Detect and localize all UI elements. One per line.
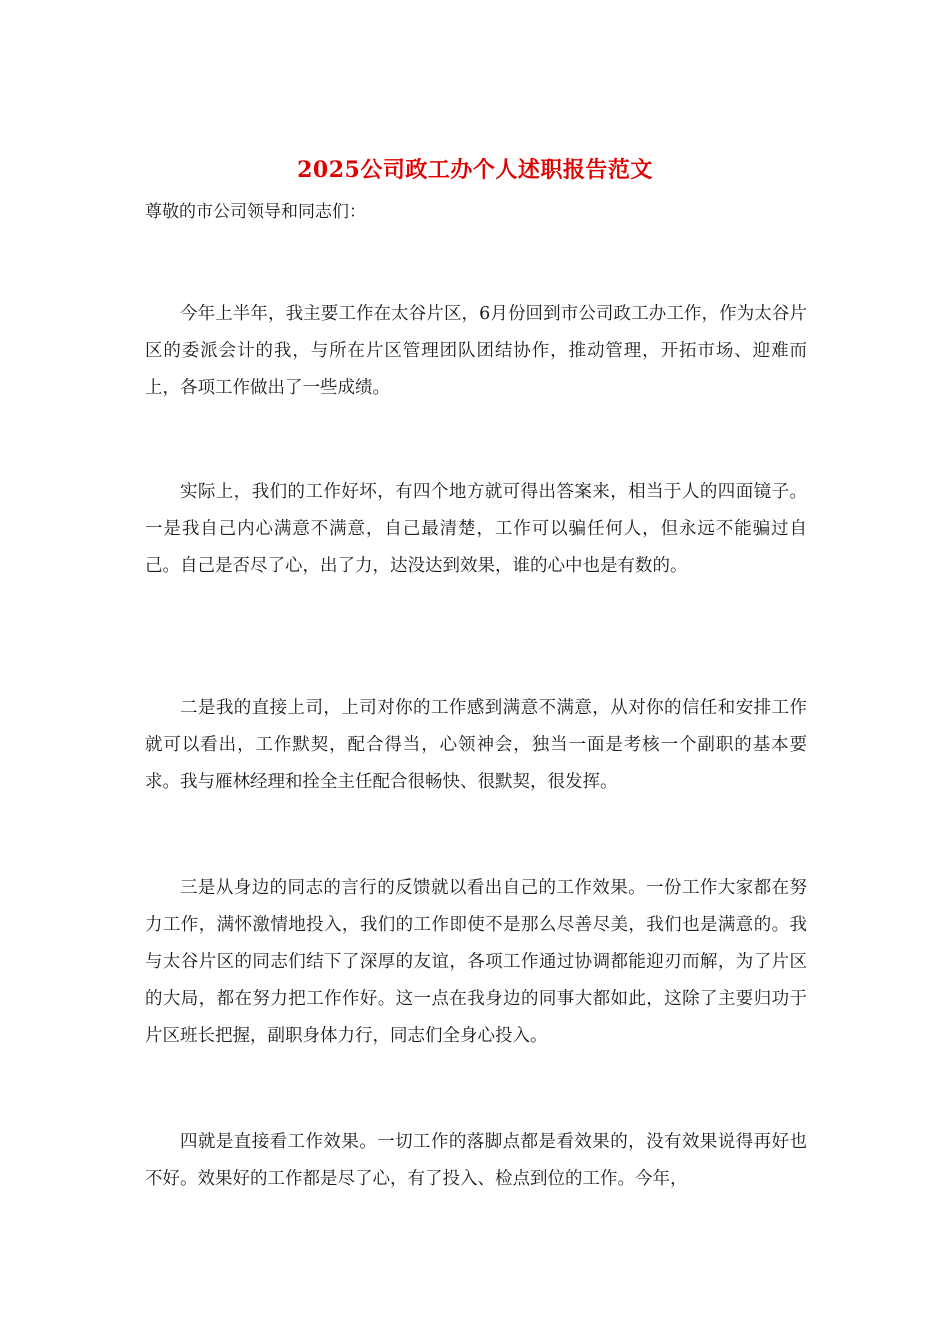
salutation: 尊敬的市公司领导和同志们： xyxy=(145,202,366,222)
paragraph-4: 三是从身边的同志的言行的反馈就以看出自己的工作效果。一份工作大家都在努力工作，满怀激情地投入，我们的工作即使不是那么尽善尽美，我们也是满意的。我与太谷片区的同志们结下了深厚的友谊，各项工作通过协调都能迎刃而解，为了片区的大局，都在努力把工作作好。这一点在我身边的同事大都如此，这除了主要归功于片区班长把握，副职身体力行，同志们全身心投入。 xyxy=(145,878,807,1046)
paragraph-3: 二是我的直接上司，上司对你的工作感到满意不满意，从对你的信任和安排工作就可以看出，工作默契，配合得当，心领神会，独当一面是考核一个副职的基本要求。我与雁林经理和拴全主任配合很畅快、很默契，很发挥。 xyxy=(145,698,807,792)
paragraph-2: 实际上，我们的工作好坏，有四个地方就可得出答案来，相当于人的四面镜子。一是我自己内心满意不满意，自己最清楚，工作可以骗任何人，但永远不能骗过自己。自己是否尽了心，出了力，达没达到效果，谁的心中也是有数的。 xyxy=(145,482,807,576)
document-title: 2025公司政工办个人述职报告范文 xyxy=(297,157,653,183)
paragraph-1: 今年上半年，我主要工作在太谷片区，6月份回到市公司政工办工作，作为太谷片区的委派会计的我，与所在片区管理团队团结协作，推动管理，开拓市场、迎难而上，各项工作做出了一些成绩。 xyxy=(145,304,807,398)
paragraph-5: 四就是直接看工作效果。一切工作的落脚点都是看效果的，没有效果说得再好也不好。效果好的工作都是尽了心，有了投入、检点到位的工作。今年， xyxy=(145,1132,807,1189)
